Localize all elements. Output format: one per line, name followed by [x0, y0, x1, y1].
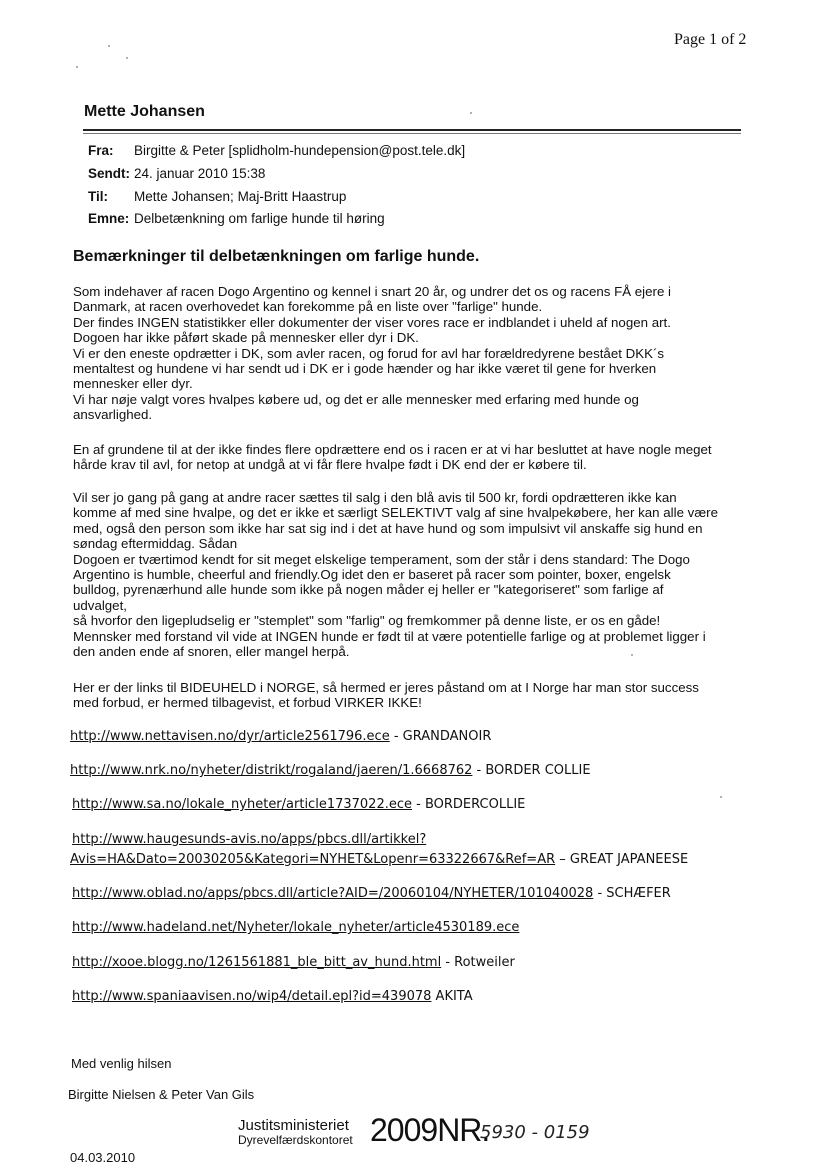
text-line: ansvarlighed.: [73, 407, 153, 423]
stamp-org-line1: Justitsministeriet: [238, 1117, 349, 1134]
text-line: den anden ende af snoren, eller mangel herpå.: [73, 644, 350, 660]
text-line: Vi er den eneste opdrætter i DK, som avler racen, og forud for avl har forældredyrene bestået DKK´s: [73, 345, 665, 361]
link-note: AKITA: [431, 989, 473, 1004]
link-item: [72, 920, 519, 935]
header-label: Emne:: [88, 211, 130, 226]
hyperlink[interactable]: http://www.hadeland.net/Nyheter/lokale_nyheter/article4530189.ece: [72, 920, 520, 935]
text-line: mentaltest og hundene vi har sendt ud i DK er i gode hænder og har ikke været til gene for hverken: [73, 361, 657, 377]
header-value: Delbetænkning om farlige hunde til høring: [134, 211, 385, 226]
text-line: Danmark, at racen overhovedet kan forekomme på en liste over "farlige" hunde.: [73, 299, 543, 315]
hyperlink[interactable]: http://www.sa.no/lokale_nyheter/article1737022.ece: [72, 797, 412, 812]
header-value: 24. januar 2010 15:38: [134, 166, 266, 181]
scan-speck: [126, 57, 128, 59]
text-line: Dogoen er tværtimod kendt for sit meget elskelige temperament, som der står i dens standard: The Dogo: [73, 551, 690, 567]
header-row-subject: [88, 211, 385, 226]
stamp-org-line2: Dyrevelfærdskontoret: [238, 1133, 353, 1147]
link-note: - GRANDANOIR: [389, 729, 492, 744]
text-line: Mennsker med forstand vil vide at INGEN hunde er født til at være potentielle farlige og at problemet ligger i: [73, 628, 706, 644]
header-label: Til:: [88, 189, 108, 204]
link-note: - BORDERCOLLIE: [412, 797, 526, 812]
page-number: Page 1 of 2: [674, 31, 747, 48]
text-line: Der findes INGEN statistikker eller dokumenter der viser vores race er indblandet i uheld af nogen art.: [73, 314, 671, 330]
text-line: Argentino is humble, cheerful and friendly.Og idet den er baseret på racer som pointer, boxer, engelsk: [73, 567, 671, 583]
link-note: - Rotweiler: [441, 955, 515, 970]
handwritten-case-number: 5930 - 0159: [480, 1122, 590, 1143]
text-line: komme af med sine hvalpe, og det er ikke et særligt SELEKTIVT valg af sine hvalpekøbere, her kan alle være: [73, 505, 718, 521]
scan-speck: [631, 654, 633, 656]
text-line: med forbud, er hermed tilbagevist, et forbud VIRKER IKKE!: [73, 695, 422, 711]
link-note: - BORDER COLLIE: [472, 763, 591, 778]
link-item-continued: [70, 852, 688, 867]
text-line: Her er der links til BIDEUHELD i NORGE, så hermed er jeres påstand om at I Norge har man stor success: [73, 680, 699, 695]
link-item: [70, 729, 491, 744]
text-line: bulldog, pyrenærhund alle hunde som ikke på nogen måder ej heller er "kategoriseret" som farlige af: [73, 582, 664, 598]
header-value: Mette Johansen; Maj-Britt Haastrup: [134, 189, 347, 204]
header-label: Fra:: [88, 143, 114, 158]
closing-greeting: Med venlig hilsen: [71, 1056, 172, 1071]
text-line: Som indehaver af racen Dogo Argentino og kennel i snart 20 år, og undrer det os og racens FÅ ejere i: [73, 284, 671, 299]
hyperlink[interactable]: http://www.haugesunds-avis.no/apps/pbcs.dll/artikkel?: [72, 832, 427, 847]
text-line: med, også den person som ikke har sat sig ind i det at have hund og som impulsivt vil anskaffe sig hund en: [73, 520, 703, 536]
link-item: [72, 955, 515, 970]
link-item: [72, 989, 473, 1004]
hyperlink[interactable]: http://www.spaniaavisen.no/wip4/detail.epl?id=439078: [72, 989, 432, 1004]
paragraph: [73, 490, 763, 659]
link-item: [70, 763, 591, 778]
text-line: Dogoen har ikke påført skade på mennesker eller dyr i DK.: [73, 330, 419, 346]
letter-heading: Bemærkninger til delbetænkningen om farlige hunde.: [73, 248, 480, 265]
text-line: Vil ser jo gang på gang at andre racer sættes til salg i den blå avis til 500 kr, fordi opdrætteren ikke kan: [73, 490, 677, 505]
header-row-from: [88, 143, 466, 158]
scan-speck: [76, 66, 78, 68]
header-value: Birgitte & Peter [splidholm-hundepension@post.tele.dk]: [134, 143, 466, 158]
link-item: [72, 886, 671, 901]
link-item: [72, 797, 525, 812]
header-divider: [83, 129, 741, 131]
link-note: – GREAT JAPANEESE: [555, 852, 689, 867]
paragraph: [73, 284, 763, 423]
text-line: Vi har nøje valgt vores hvalpes købere ud, og det er alle mennesker med erfaring med hunde og: [73, 391, 639, 407]
footer-date: 04.03.2010: [70, 1150, 136, 1165]
link-note: - SCHÆFER: [593, 886, 671, 901]
header-row-sent: [88, 166, 266, 181]
text-line: mennesker eller dyr.: [73, 376, 193, 392]
header-divider-thin: [83, 133, 741, 134]
link-item: [72, 832, 426, 847]
text-line: En af grundene til at der ikke findes flere opdrættere end os i racen er at vi har besluttet at have nogle meget: [73, 442, 712, 457]
hyperlink[interactable]: http://www.nettavisen.no/dyr/article2561796.ece: [70, 729, 390, 744]
text-line: så hvorfor den ligepludselig er "stemplet" som "farlig" og fremkommer på denne liste, er os en gåde!: [73, 613, 661, 629]
header-label: Sendt:: [88, 166, 130, 181]
text-line: udvalget,: [73, 597, 127, 613]
hyperlink[interactable]: http://www.nrk.no/nyheter/distrikt/rogaland/jaeren/1.6668762: [70, 763, 473, 778]
signature-names: Birgitte Nielsen & Peter Van Gils: [68, 1087, 255, 1102]
text-line: hårde krav til avl, for netop at undgå at vi får flere hvalpe født i DK end der er købere til.: [73, 457, 587, 473]
hyperlink-continued[interactable]: Avis=HA&Dato=20030205&Kategori=NYHET&Lopenr=63322667&Ref=AR: [70, 852, 556, 867]
header-row-to: [88, 189, 347, 204]
ministry-stamp: [238, 1118, 353, 1148]
scan-speck: [470, 112, 472, 114]
mailbox-owner-name: Mette Johansen: [84, 103, 205, 120]
scan-speck: [720, 796, 722, 798]
paragraph: [73, 680, 763, 711]
hyperlink[interactable]: http://xooe.blogg.no/1261561881_ble_bitt_av_hund.html: [72, 955, 442, 970]
hyperlink[interactable]: http://www.oblad.no/apps/pbcs.dll/article?AID=/20060104/NYHETER/101040028: [72, 886, 594, 901]
scan-speck: [108, 45, 110, 47]
case-number-stamp: 2009NR.: [370, 1112, 490, 1148]
text-line: søndag eftermiddag. Sådan: [73, 536, 238, 552]
paragraph: [73, 442, 763, 473]
